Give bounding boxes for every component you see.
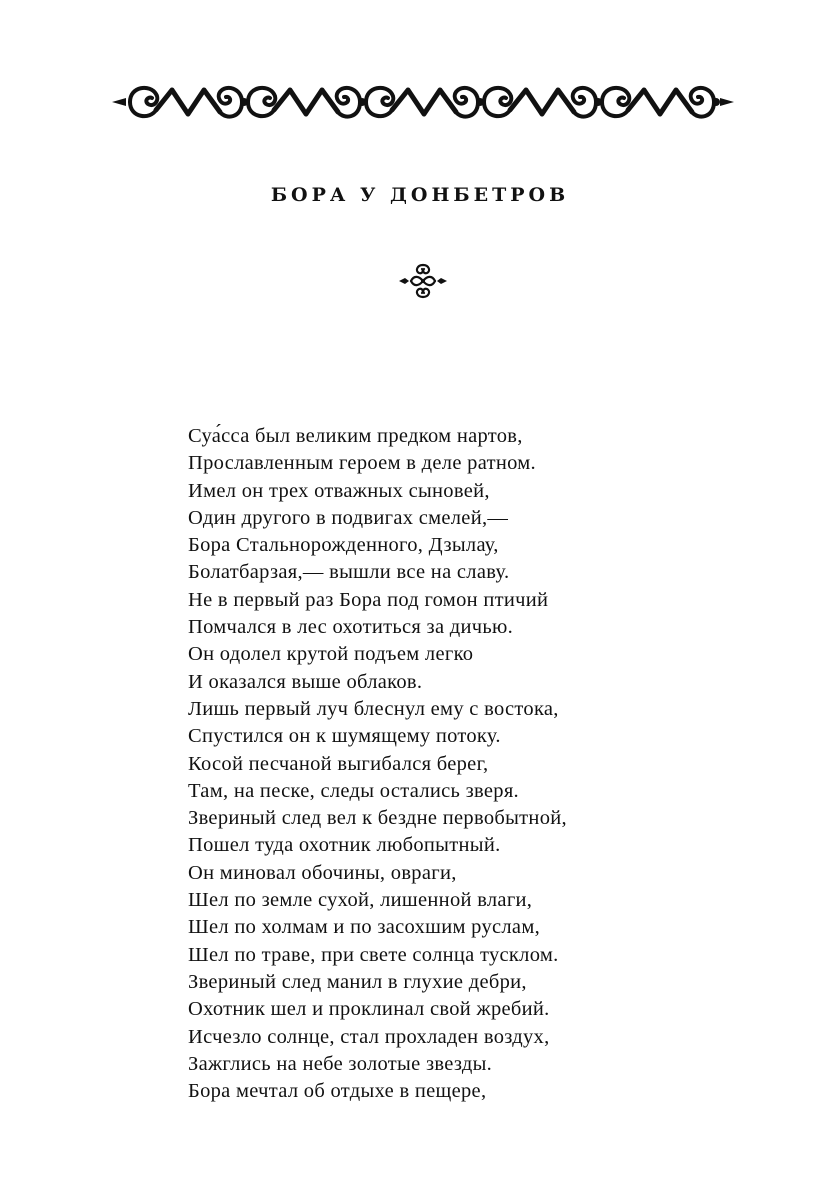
border-ornament-icon — [112, 76, 734, 128]
poem-line: Шел по холмам и по засохшим руслам, — [188, 916, 541, 939]
poem-line: И оказался выше облаков. — [188, 670, 423, 693]
poem-line: Не в первый раз Бора под гомон птичий — [188, 588, 549, 611]
poem-line: Исчезло солнце, стал прохладен воздух, — [188, 1025, 550, 1048]
poem-line: Имел он трех отважных сыновей, — [188, 479, 490, 502]
poem-line: Он одолел крутой подъем легко — [188, 643, 474, 666]
poem-line: Он миновал обочины, овраги, — [188, 861, 457, 884]
poem-line: Один другого в подвигах смелей,— — [188, 506, 509, 529]
poem-line: Помчался в лес охотиться за дичью. — [188, 616, 514, 639]
poem-line: Звериный след вел к бездне первобытной, — [188, 807, 567, 830]
poem-line: Спустился он к шумящему потоку. — [188, 725, 501, 748]
poem-line: Охотник шел и проклинал свой жребий. — [188, 998, 550, 1021]
poem-line: Прославленным героем в деле ратном. — [188, 452, 536, 475]
poem-text — [188, 423, 748, 1105]
poem-line: Суа́сса был великим предком нартов, — [188, 425, 523, 447]
poem-line: Зажглись на небе золотые звезды. — [188, 1052, 493, 1075]
floral-ornament-icon — [397, 262, 449, 300]
poem-line: Косой песчаной выгибался берег, — [188, 752, 489, 775]
poem-line: Пошел туда охотник любопытный. — [188, 834, 501, 857]
poem-line: Лишь первый луч блеснул ему с востока, — [188, 697, 559, 720]
poem-line: Шел по земле сухой, лишенной влаги, — [188, 889, 533, 912]
poem-line: Звериный след манил в глухие дебри, — [188, 970, 527, 993]
poem-line: Там, на песке, следы остались зверя. — [188, 779, 519, 802]
poem-line: Бора Стальнорожденного, Дзылау, — [188, 534, 499, 557]
page-title: БОРА У ДОНБЕТРОВ — [270, 184, 570, 206]
poem-line: Болатбарзая,— вышли все на славу. — [188, 561, 510, 584]
poem-line: Бора мечтал об отдыхе в пещере, — [188, 1080, 487, 1103]
poem-line: Шел по траве, при свете солнца тусклом. — [188, 943, 559, 966]
